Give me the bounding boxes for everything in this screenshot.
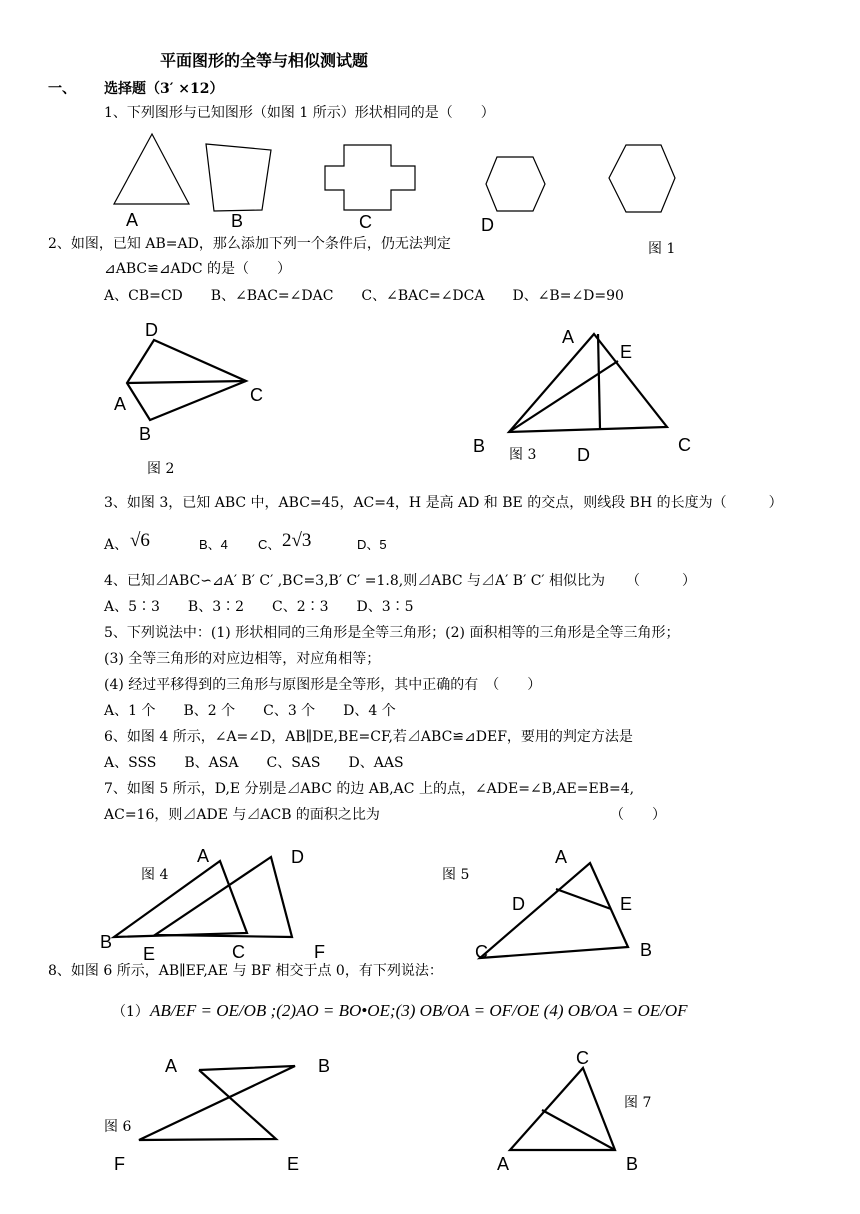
question-4-options: A、5∶3 B、3∶2 C、2∶3 D、3∶5: [104, 599, 414, 615]
fig5-caption: 图 5: [442, 867, 470, 883]
fig3-caption: 图 3: [509, 447, 537, 463]
question-6-options: A、SSS B、ASA C、SAS D、AAS: [104, 755, 404, 771]
fig3-label-e: E: [620, 342, 633, 362]
fig7-label-a: A: [497, 1154, 510, 1174]
fig1-label-a: A: [126, 210, 139, 230]
question-5-line2: (3) 全等三角形的对应边相等，对应角相等；: [104, 651, 381, 667]
question-8-formula-prefix: （1）: [112, 1004, 149, 1020]
fig4-label-e: E: [143, 944, 156, 964]
figure-6: [139, 1066, 295, 1140]
question-2: 2、如图，已知 AB=AD，那么添加下列一个条件后，仍无法判定: [48, 236, 451, 252]
fig1-label-c: C: [359, 212, 372, 232]
fig2-label-d: D: [145, 320, 158, 340]
fig1-cross: [325, 145, 415, 210]
fig4-label-c: C: [232, 942, 245, 962]
fig3-label-a: A: [562, 327, 575, 347]
fig5-label-b: B: [640, 940, 653, 960]
question-8: 8、如图 6 所示，AB∥EF,AE 与 BF 相交于点 0，有下列说法：: [48, 963, 443, 979]
fig6-label-b: B: [318, 1056, 331, 1076]
fig3-label-c: C: [678, 435, 691, 455]
fig5-label-e: E: [620, 894, 633, 914]
fig1-hexagon-small: [486, 157, 545, 211]
fig7-segment: [542, 1110, 615, 1150]
fig3-altitude-be: [509, 361, 618, 432]
fig6-label-f: F: [114, 1154, 125, 1174]
question-3-option-d: D、5: [357, 537, 387, 552]
fig5-label-a: A: [555, 847, 568, 867]
question-3-2sqrt3: 2√3: [282, 530, 312, 551]
fig4-label-a: A: [197, 846, 210, 866]
figure-1: [114, 134, 675, 212]
fig7-triangle: [510, 1068, 615, 1150]
fig1-hexagon-large: [609, 145, 675, 212]
fig7-caption: 图 7: [624, 1095, 652, 1111]
fig1-label-b: B: [231, 211, 244, 231]
fig4-triangle-abc: [114, 861, 247, 937]
figure-2: [127, 340, 246, 420]
fig5-label-d: D: [512, 894, 525, 914]
question-5: 5、下列说法中：(1) 形状相同的三角形是全等三角形；(2) 面积相等的三角形是全等三角形；: [104, 625, 680, 641]
question-7-paren: （ ）: [610, 807, 666, 823]
question-4: 4、已知⊿ABC∽⊿A′ B′ C′ ,BC=3,B′ C′ =1.8,则⊿ABC 与⊿A′ B′ C′ 相似比为 （ ）: [104, 573, 697, 589]
fig1-triangle: [114, 134, 189, 204]
fig1-caption: 图 1: [648, 241, 676, 257]
question-1: 1、下列图形与已知图形（如图 1 所示）形状相同的是（ ）: [104, 105, 495, 121]
fig2-label-c: C: [250, 385, 263, 405]
page-title: 平面图形的全等与相似测试题: [160, 51, 369, 70]
figure-5: [480, 863, 628, 958]
question-3: 3、如图 3，已知 ABC 中，ABC=45，AC=4，H 是高 AD 和 BE 的交点，则线段 BH 的长度为（ ）: [104, 495, 783, 511]
fig4-label-f: F: [314, 942, 325, 962]
fig1-trapezoid: [206, 144, 271, 211]
question-7: 7、如图 5 所示，D,E 分别是⊿ABC 的边 AB,AC 上的点，∠ADE=∠B,AE=EB=4,: [104, 781, 635, 797]
fig5-triangle: [480, 863, 628, 958]
fig4-label-b: B: [100, 932, 113, 952]
fig7-label-c: C: [576, 1048, 589, 1068]
fig2-label-a: A: [114, 394, 127, 414]
fig6-label-e: E: [287, 1154, 300, 1174]
fig6-label-a: A: [165, 1056, 178, 1076]
question-3-option-b: B、4: [199, 537, 228, 552]
question-5-line3: (4) 经过平移得到的三角形与原图形是全等形，其中正确的有 （ ）: [104, 677, 542, 693]
section-title: 选择题（3′ ×12）: [104, 81, 224, 97]
fig5-label-c: C: [475, 942, 488, 962]
fig3-altitude-ad: [598, 334, 600, 429]
question-2-line2: ⊿ABC≌⊿ADC 的是（ ）: [104, 261, 292, 277]
fig2-caption: 图 2: [147, 461, 175, 477]
fig7-label-b: B: [626, 1154, 639, 1174]
fig2-label-b: B: [139, 424, 152, 444]
question-3-sqrt6: √6: [130, 530, 150, 551]
fig3-label-d: D: [577, 445, 590, 465]
fig6-caption: 图 6: [104, 1119, 132, 1135]
fig4-caption: 图 4: [141, 867, 169, 883]
question-8-formula: AB/EF = OE/OB ;(2)AO = BO•OE;(3) OB/OA = OF/OE (4) OB/OA = OE/OF: [150, 1001, 688, 1020]
question-5-options: A、1 个 B、2 个 C、3 个 D、4 个: [104, 703, 396, 719]
fig3-label-b: B: [473, 436, 486, 456]
question-6: 6、如图 4 所示，∠A=∠D，AB∥DE,BE=CF,若⊿ABC≌⊿DEF，要用的判定方法是: [104, 729, 633, 745]
question-2-options: A、CB=CD B、∠BAC=∠DAC C、∠BAC=∠DCA D、∠B=∠D=90: [104, 288, 624, 304]
fig2-quadrilateral: [127, 340, 246, 420]
figure-7: [510, 1068, 615, 1150]
fig2-diagonal-ac: [127, 381, 246, 383]
figure-3: [509, 334, 667, 432]
section-number: 一、: [48, 81, 76, 97]
question-3-option-a: A、: [104, 537, 129, 553]
fig1-label-d: D: [481, 215, 494, 235]
question-3-option-c: C、: [258, 537, 281, 552]
question-7-line2: AC=16，则⊿ADE 与⊿ACB 的面积之比为: [104, 807, 380, 823]
fig6-z-shape: [139, 1066, 295, 1140]
fig4-label-d: D: [291, 847, 304, 867]
